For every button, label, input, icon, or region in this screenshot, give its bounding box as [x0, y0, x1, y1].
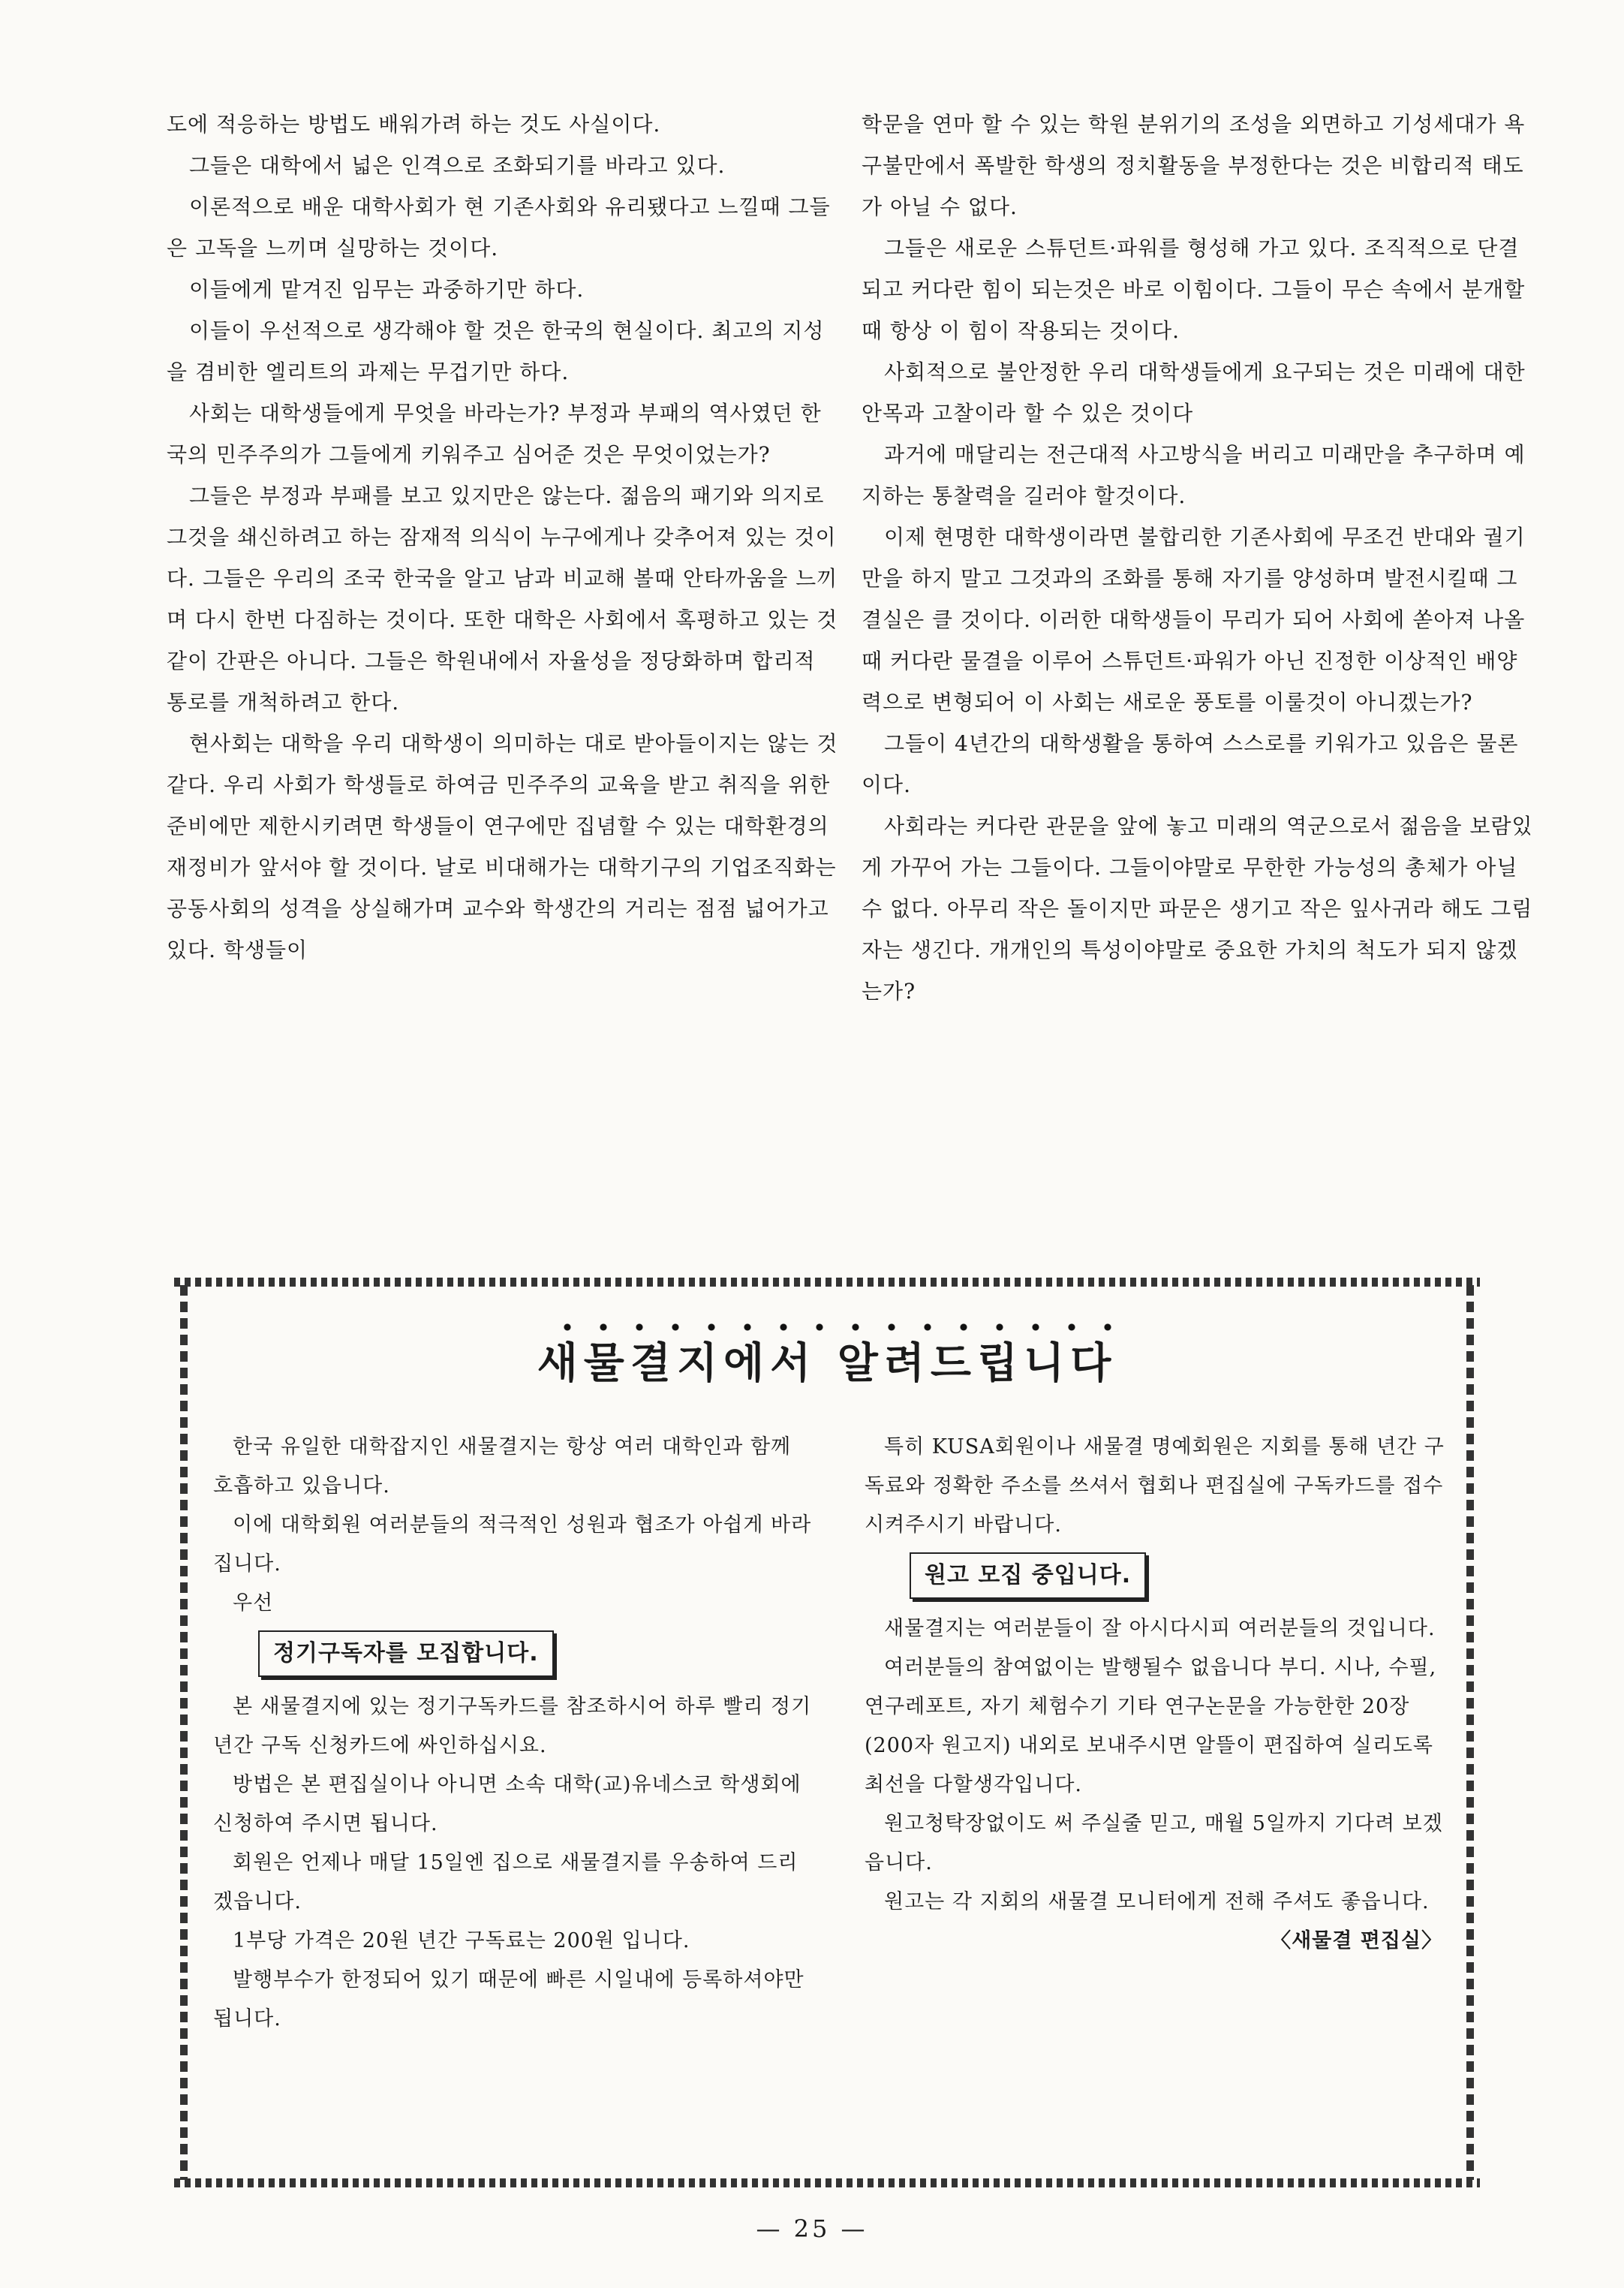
- paragraph: 이에 대학회원 여러분들의 적극적인 성원과 협조가 아쉽게 바라집니다.: [213, 1513, 812, 1576]
- paragraph: 그들은 부정과 부패를 보고 있지만은 않는다. 젊음의 패기와 의지로 그것을 쇄신하려고 하는 잠재적 의식이 누구에게나 갖추어져 있는 것이다. 그들은 우리의 조국 한국을 알고 남과 비교해 볼때 안타까움을 느끼며 다시 한번 다짐하는 것이다. 또한 대학은 사회에서 혹평하고 있는 것 같이 간판은 아니다. 그들은 학원내에서 자율성을 정당화하며 합리적 통로를 개척하려고 한다.: [167, 483, 838, 715]
- paragraph-text: 원고는 각 지회의 새물결 모니터에게 전해 주셔도 좋읍니다.: [884, 1890, 1430, 1913]
- paragraph: 사회는 대학생들에게 무엇을 바라는가? 부정과 부패의 역사였던 한국의 민주주의가 그들에게 키워주고 심어준 것은 무엇이었는가?: [167, 401, 822, 467]
- paragraph: 우선: [233, 1591, 274, 1615]
- paragraph: 한국 유일한 대학잡지인 새물결지는 항상 여러 대학인과 함께 호흡하고 있읍니다.: [213, 1435, 792, 1498]
- paragraph: 이들이 우선적으로 생각해야 할 것은 한국의 현실이다. 최고의 지성을 겸비한 엘리트의 과제는 무겁기만 하다.: [167, 318, 825, 384]
- paragraph: 이들에게 맡겨진 임무는 과중하기만 하다.: [189, 277, 585, 302]
- paragraph: 새물결지는 여러분들이 잘 아시다시피 여러분들의 것입니다.: [884, 1617, 1436, 1640]
- page-number: — 25 —: [756, 2214, 868, 2243]
- paragraph: 1부당 가격은 20원 년간 구독료는 200원 입니다.: [233, 1929, 690, 1952]
- paragraph: 과거에 매달리는 전근대적 사고방식을 버리고 미래만을 추구하며 예지하는 통찰력을 길러야 할것이다.: [862, 442, 1526, 508]
- paragraph: 특히 KUSA회원이나 새물결 명예회원은 지회를 통해 년간 구독료와 정확한 주소를 쓰셔서 협회나 편집실에 구독카드를 접수시켜주시기 바랍니다.: [865, 1435, 1445, 1537]
- paragraph: 본 새물결지에 있는 정기구독카드를 참조하시어 하루 빨리 정기 년간 구독 신청카드에 싸인하십시요.: [213, 1695, 812, 1757]
- paragraph: 현사회는 대학을 우리 대학생이 의미하는 대로 받아들이지는 않는 것같다. 우리 사회가 학생들로 하여금 민주주의 교육을 받고 취직을 위한 준비에만 제한시키려면 학생들이 연구에만 집념할 수 있는 대학환경의 재정비가 앞서야 할 것이다. 날로 비대해가는 대학기구의 기업조직화는 공동사회의 성격을 상실해가며 교수와 학생간의 거리는 점점 넓어가고 있다. 학생들이: [167, 731, 838, 962]
- paragraph: 이제 현명한 대학생이라면 불합리한 기존사회에 무조건 반대와 궐기만을 하지 말고 그것과의 조화를 통해 자기를 양성하며 발전시킬때 그 결실은 클 것이다. 이러한 대학생들이 무리가 되어 사회에 쏟아져 나올때 커다란 물결을 이루어 스튜던트·파워가 아닌 진정한 이상적인 배양력으로 변형되어 이 사회는 새로운 풍토를 이룰것이 아니겠는가?: [862, 525, 1526, 715]
- paragraph: 그들은 새로운 스튜던트·파워를 형성해 가고 있다. 조직적으로 단결되고 커다란 힘이 되는것은 바로 이힘이다. 그들이 무슨 속에서 분개할 때 항상 이 힘이 작용되는 것이다.: [862, 236, 1526, 343]
- editorial-signoff: 〈새물결 편집실〉: [1271, 1929, 1442, 1952]
- left-article-column: [167, 104, 842, 971]
- paragraph: 도에 적응하는 방법도 배워가려 하는 것도 사실이다.: [167, 112, 661, 137]
- paragraph: 그들은 대학에서 넓은 인격으로 조화되기를 바라고 있다.: [189, 153, 726, 178]
- ornamental-border-bottom: [174, 2178, 1480, 2187]
- ornamental-border-top: [174, 1278, 1480, 1287]
- manuscript-heading-box: 원고 모집 중입니다.: [910, 1552, 1146, 1599]
- subscription-heading-box: 정기구독자를 모집합니다.: [258, 1630, 554, 1677]
- paragraph: 원고청탁장없이도 써 주실줄 믿고, 매월 5일까지 기다려 보겠읍니다.: [865, 1812, 1443, 1874]
- paragraph: 사회라는 커다란 관문을 앞에 놓고 미래의 역군으로서 젊음을 보람있게 가꾸어 가는 그들이다. 그들이야말로 무한한 가능성의 총체가 아닐 수 없다. 아무리 작은 돌이지만 파문은 생기고 작은 잎사귀라 해도 그림자는 생긴다. 개개인의 특성이야말로 중요한 가치의 척도가 되지 않겠는가?: [862, 814, 1533, 1004]
- paragraph: 방법은 본 편집실이나 아니면 소속 대학(교)유네스코 학생회에 신청하여 주시면 됩니다.: [213, 1773, 801, 1835]
- paragraph: [865, 1883, 1457, 1952]
- right-article-column: [862, 104, 1537, 1012]
- paragraph: 회원은 언제나 매달 15일엔 집으로 새물결지를 우송하여 드리겠읍니다.: [213, 1851, 798, 1913]
- notice-right-column: [865, 1428, 1457, 1961]
- paragraph: 이론적으로 배운 대학사회가 현 기존사회와 유리됐다고 느낄때 그들은 고독을 느끼며 실망하는 것이다.: [167, 194, 831, 260]
- paragraph: 학문을 연마 할 수 있는 학원 분위기의 조성을 외면하고 기성세대가 욕구불만에서 폭발한 학생의 정치활동을 부정한다는 것은 비합리적 태도가 아닐 수 없다.: [862, 112, 1526, 219]
- paragraph: 그들이 4년간의 대학생활을 통하여 스스로를 키워가고 있음은 물론이다.: [862, 731, 1519, 797]
- paragraph: 발행부수가 한정되어 있기 때문에 빠른 시일내에 등록하셔야만 됩니다.: [213, 1968, 804, 2031]
- notice-box: [174, 1278, 1480, 2187]
- ornamental-border-left: [180, 1285, 188, 2180]
- notice-left-column: [213, 1428, 814, 2039]
- notice-title: 새물결지에서 알려드립니다: [537, 1339, 1117, 1388]
- paragraph: 여러분들의 참여없이는 발행될수 없읍니다 부디. 시나, 수필, 연구레포트, 자기 체험수기 기타 연구논문을 가능한한 20장(200자 원고지) 내외로 보내주시면 알뜰이 편집하여 실리도록 최선을 다할생각입니다.: [865, 1656, 1437, 1796]
- ornamental-border-right: [1466, 1285, 1474, 2180]
- paragraph: 사회적으로 불안정한 우리 대학생들에게 요구되는 것은 미래에 대한 안목과 고찰이라 할 수 있은 것이다: [862, 360, 1526, 426]
